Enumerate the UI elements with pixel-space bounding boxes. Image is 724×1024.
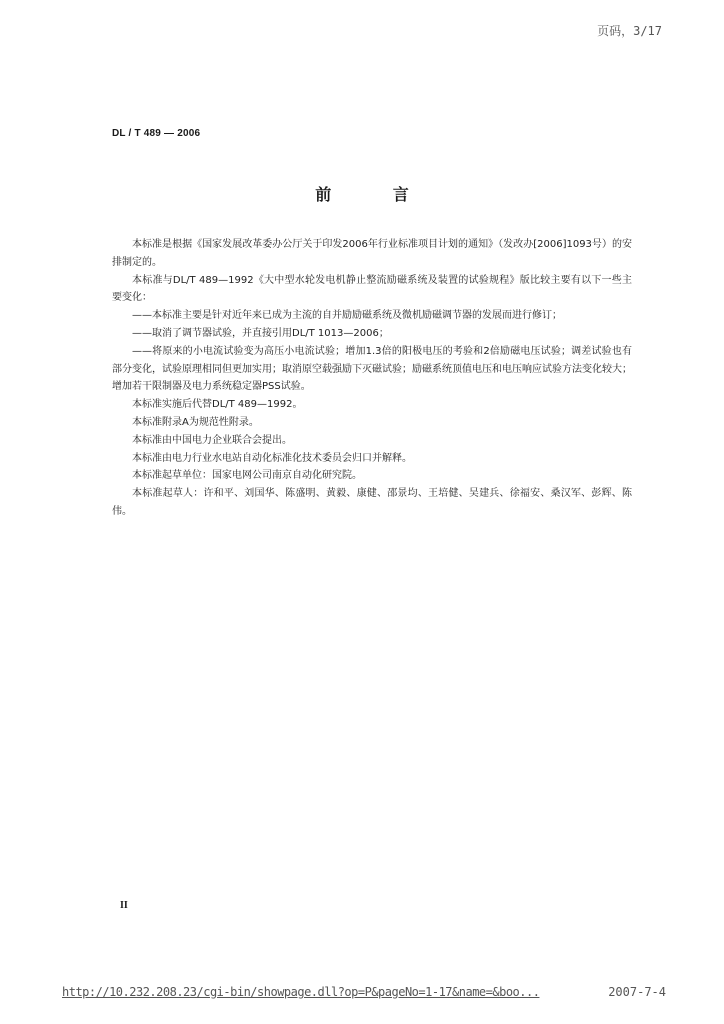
paragraph-basis: 本标准是根据《国家发展改革委办公厅关于印发2006年行业标准项目计划的通知》（发改办[2006]1093号）的安排制定的。	[112, 239, 632, 268]
paragraph-appendix: 本标准附录A为规范性附录。	[132, 416, 259, 428]
paragraph-committee: 本标准由电力行业水电站自动化标准化技术委员会归口并解释。	[132, 452, 412, 464]
paragraph-change-2: ——取消了调节器试验，并直接引用DL/T 1013—2006；	[132, 327, 389, 339]
paragraph-supersedes: 本标准实施后代替DL/T 489—1992。	[132, 399, 303, 411]
preface-body	[112, 236, 632, 521]
standard-code: DL / T 489 — 2006	[112, 128, 201, 139]
paragraph-drafters: 本标准起草人：许和平、刘国华、陈盛明、黄毅、康健、邵景均、王培健、吴建兵、徐福安、桑汉军、彭辉、陈伟。	[112, 488, 632, 517]
preface-title: 前 言	[315, 185, 437, 204]
paragraph-drafting-unit: 本标准起草单位：国家电网公司南京自动化研究院。	[132, 470, 362, 482]
paragraph-change-3: ——将原来的小电流试验变为高压小电流试验；增加1.3倍的阳极电压的考验和2倍励磁电压试验；调差试验也有部分变化，试验原理相同但更加实用；取消原空载强励下灭磁试验；励磁系统顶值电压和电压响应试验方法变化较大；增加若干限制器及电力系统稳定器PSS试验。	[112, 345, 632, 393]
paragraph-change-1: ——本标准主要是针对近年来已成为主流的自并励励磁系统及微机励磁调节器的发展而进行修订；	[132, 310, 562, 322]
page-counter: 页码，3/17	[597, 24, 662, 38]
print-date: 2007-7-4	[608, 985, 666, 999]
paragraph-proposer: 本标准由中国电力企业联合会提出。	[132, 434, 292, 446]
paragraph-comparison: 本标准与DL/T 489—1992《大中型水轮发电机静止整流励磁系统及装置的试验规程》版比较主要有以下一些主要变化：	[112, 274, 632, 304]
page-number: II	[120, 900, 128, 911]
source-url-link[interactable]: http://10.232.208.23/cgi-bin/showpage.dll?op=P&pageNo=1-17&name=&boo...	[62, 985, 540, 999]
